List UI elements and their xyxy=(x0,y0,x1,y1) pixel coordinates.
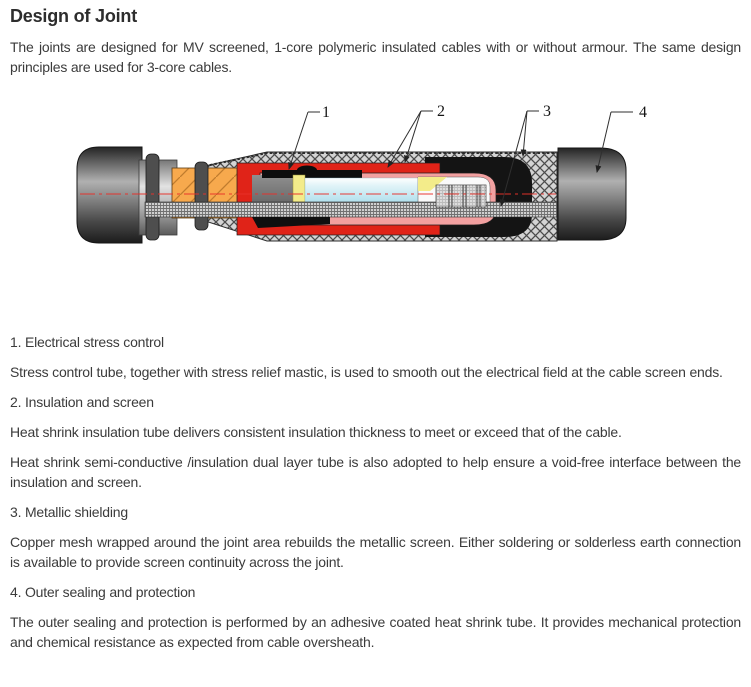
left-cable-oversheath xyxy=(77,147,142,243)
callout-1-label: 1 xyxy=(322,104,330,121)
stress-control-bump xyxy=(297,166,317,175)
description-sections xyxy=(10,332,741,652)
clamp-ring-left xyxy=(146,154,159,240)
section-3-heading: 3. Metallic shielding xyxy=(10,504,128,520)
crimp-connector xyxy=(436,185,486,207)
intro-paragraph: The joints are designed for MV screened, 1-core polymeric insulated cables with or without armour. The same design principles are used for 3-core cables. xyxy=(10,39,741,75)
right-cable-oversheath xyxy=(558,148,626,240)
callout-3-label: 3 xyxy=(543,103,551,120)
section-1-paragraph: Stress control tube, together with stress relief mastic, is used to smooth out the electrical field at the cable screen ends. xyxy=(10,364,723,380)
section-4-paragraph: The outer sealing and protection is performed by an adhesive coated heat shrink tube. It provides mechanical protection and chemical resistance as expected from cable oversheath. xyxy=(10,614,741,650)
section-4-heading: 4. Outer sealing and protection xyxy=(10,584,196,600)
section-2-paragraph-2: Heat shrink semi-conductive /insulation dual layer tube is also adopted to help ensure a void-free interface between the insulation and screen. xyxy=(10,454,741,490)
joint-diagram-figure xyxy=(10,87,741,267)
callout-2-label: 2 xyxy=(437,103,445,120)
section-2-heading: 2. Insulation and screen xyxy=(10,394,154,410)
page-title: Design of Joint xyxy=(10,6,137,26)
conductor-braid xyxy=(145,202,557,217)
callout-4-label: 4 xyxy=(639,104,647,121)
section-2-paragraph-1: Heat shrink insulation tube delivers consistent insulation thickness to meet or exceed that of the cable. xyxy=(10,424,622,440)
section-1-heading: 1. Electrical stress control xyxy=(10,334,164,350)
mastic-ring xyxy=(293,175,305,202)
clamp-ring-right xyxy=(195,162,208,230)
section-3-paragraph: Copper mesh wrapped around the joint area rebuilds the metallic screen. Either soldering or solderless earth connection is available to provide screen continuity across the joint. xyxy=(10,534,741,570)
joint-diagram xyxy=(10,87,741,267)
